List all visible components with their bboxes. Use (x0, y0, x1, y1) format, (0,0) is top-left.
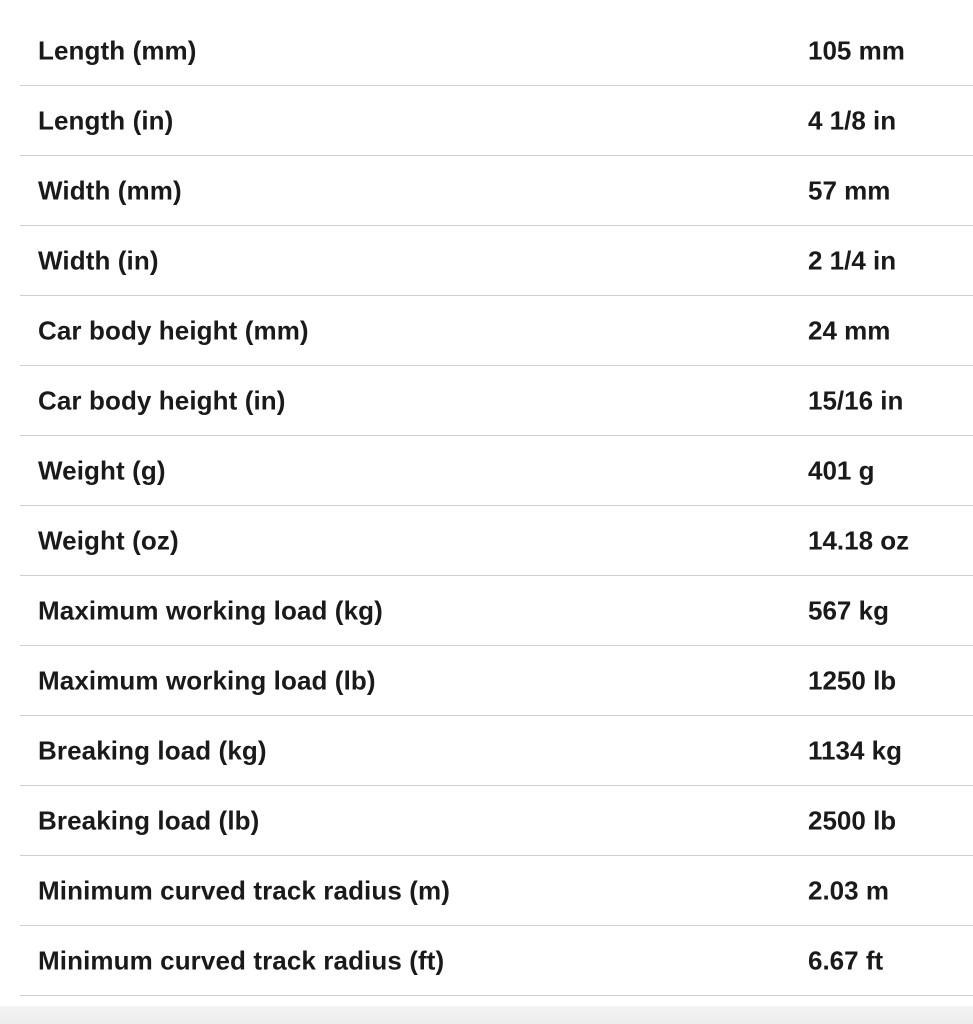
spec-value: 57 mm (808, 175, 891, 205)
table-row (20, 436, 973, 506)
page-bottom-edge (0, 1006, 973, 1024)
table-row (20, 506, 973, 576)
spec-value: 2.03 m (808, 875, 889, 905)
spec-label: Breaking load (kg) (38, 735, 267, 765)
table-row (20, 226, 973, 296)
table-row (20, 926, 973, 996)
spec-label: Breaking load (lb) (38, 805, 260, 835)
spec-label: Maximum working load (lb) (38, 665, 376, 695)
spec-label: Weight (g) (38, 455, 166, 485)
spec-label: Width (mm) (38, 175, 182, 205)
table-row (20, 86, 973, 156)
table-row (20, 366, 973, 436)
table-row (20, 296, 973, 366)
specifications-table (20, 16, 973, 996)
spec-label: Car body height (mm) (38, 315, 309, 345)
spec-value: 105 mm (808, 35, 905, 65)
spec-value: 2 1/4 in (808, 245, 897, 275)
spec-value: 4 1/8 in (808, 105, 897, 135)
table-row (20, 576, 973, 646)
table-row (20, 16, 973, 86)
table-row (20, 646, 973, 716)
spec-label: Minimum curved track radius (m) (38, 875, 450, 905)
spec-value: 1134 kg (808, 735, 902, 765)
spec-value: 2500 lb (808, 805, 897, 835)
spec-label: Length (mm) (38, 35, 197, 65)
spec-value: 6.67 ft (808, 945, 884, 975)
spec-label: Car body height (in) (38, 385, 286, 415)
spec-value: 567 kg (808, 595, 889, 625)
table-row (20, 856, 973, 926)
spec-value: 401 g (808, 455, 875, 485)
spec-value: 24 mm (808, 315, 891, 345)
spec-label: Maximum working load (kg) (38, 595, 383, 625)
spec-value: 15/16 in (808, 385, 904, 415)
spec-label: Width (in) (38, 245, 159, 275)
spec-value: 14.18 oz (808, 525, 910, 555)
spec-value: 1250 lb (808, 665, 897, 695)
spec-label: Weight (oz) (38, 525, 179, 555)
table-row (20, 716, 973, 786)
table-row (20, 786, 973, 856)
table-row (20, 156, 973, 226)
spec-label: Minimum curved track radius (ft) (38, 945, 445, 975)
spec-label: Length (in) (38, 105, 174, 135)
